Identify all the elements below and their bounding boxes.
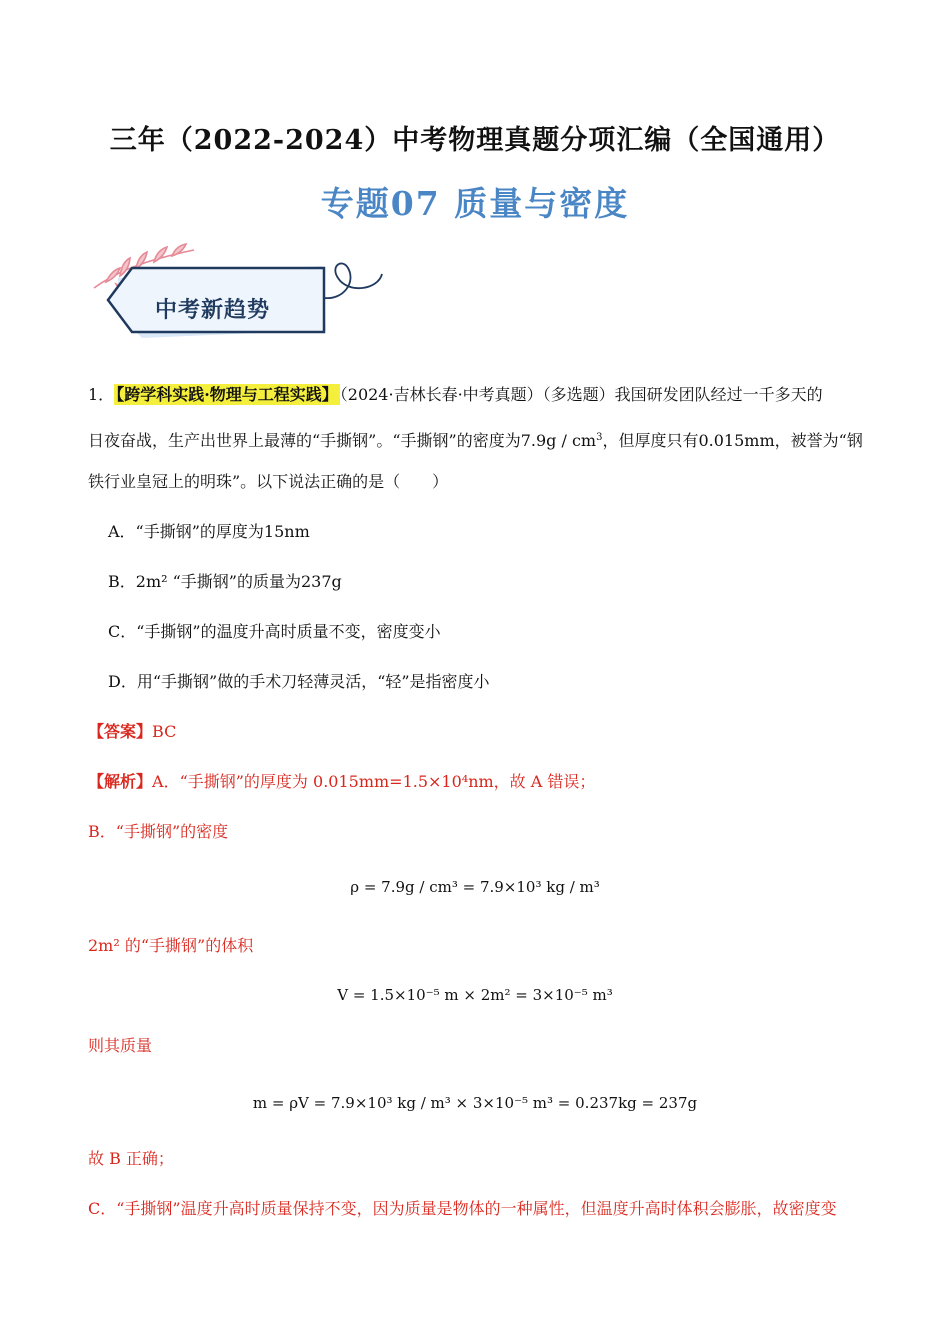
answer-label: 【答案】 <box>88 722 153 741</box>
option-c: C．“手撕钢”的温度升高时质量不变，密度变小 <box>108 622 441 641</box>
b-conclusion: 故 B 正确； <box>88 1149 174 1168</box>
option-d: D．用“手撕钢”做的手术刀轻薄灵活，“轻”是指密度小 <box>108 672 490 691</box>
option-b: B．2m² “手撕钢”的质量为237g <box>108 572 342 591</box>
question-number: 1． <box>88 385 115 404</box>
mass-text: 则其质量 <box>88 1036 153 1055</box>
analysis-b-heading: B．“手撕钢”的密度 <box>88 822 229 841</box>
option-a: A．“手撕钢”的厚度为15nm <box>108 522 310 541</box>
answer-value: BC <box>152 722 177 741</box>
density-formula: ρ = 7.9g / cm³ = 7.9×10³ kg / m³ <box>350 878 600 896</box>
volume-formula: V = 1.5×10⁻⁵ m × 2m² = 3×10⁻⁵ m³ <box>337 986 613 1004</box>
question-line-2: 日夜奋战，生产出世界上最薄的“手撕钢”。“手撕钢”的密度为$7.9g / cm^3$，但厚度只有0.015mm，被誉为“钢 <box>88 431 863 450</box>
answer-line <box>88 722 176 742</box>
topic-subtitle: 专题07 质量与密度 <box>320 184 630 223</box>
banner-label: 中考新趋势 <box>155 298 271 323</box>
document-title: 三年（2022-2024）中考物理真题分项汇编（全国通用） <box>109 125 841 156</box>
mass-formula: m = ρV = 7.9×10³ kg / m³ × 3×10⁻⁵ m³ = 0.237kg = 237g <box>252 1094 698 1112</box>
volume-text: 2m² 的“手撕钢”的体积 <box>88 936 254 955</box>
question-line-1 <box>88 385 823 405</box>
question-source: （2024·吉林长春·中考真题）（多选题）我国研发团队经过一千多天的 <box>339 385 823 404</box>
analysis-label: 【解析】 <box>88 772 153 791</box>
analysis-a: 【解析】A．“手撕钢”的厚度为 0.015mm=1.5×10⁴nm，故 A 错误； <box>88 772 596 791</box>
question-tag: 【跨学科实践·物理与工程实践】 <box>116 385 338 404</box>
question-line-3: 铁行业皇冠上的明珠”。以下说法正确的是（ ） <box>88 472 449 491</box>
analysis-c: C．“手撕钢”温度升高时质量保持不变，因为质量是物体的一种属性，但温度升高时体积会膨胀，故密度变 <box>88 1199 837 1218</box>
